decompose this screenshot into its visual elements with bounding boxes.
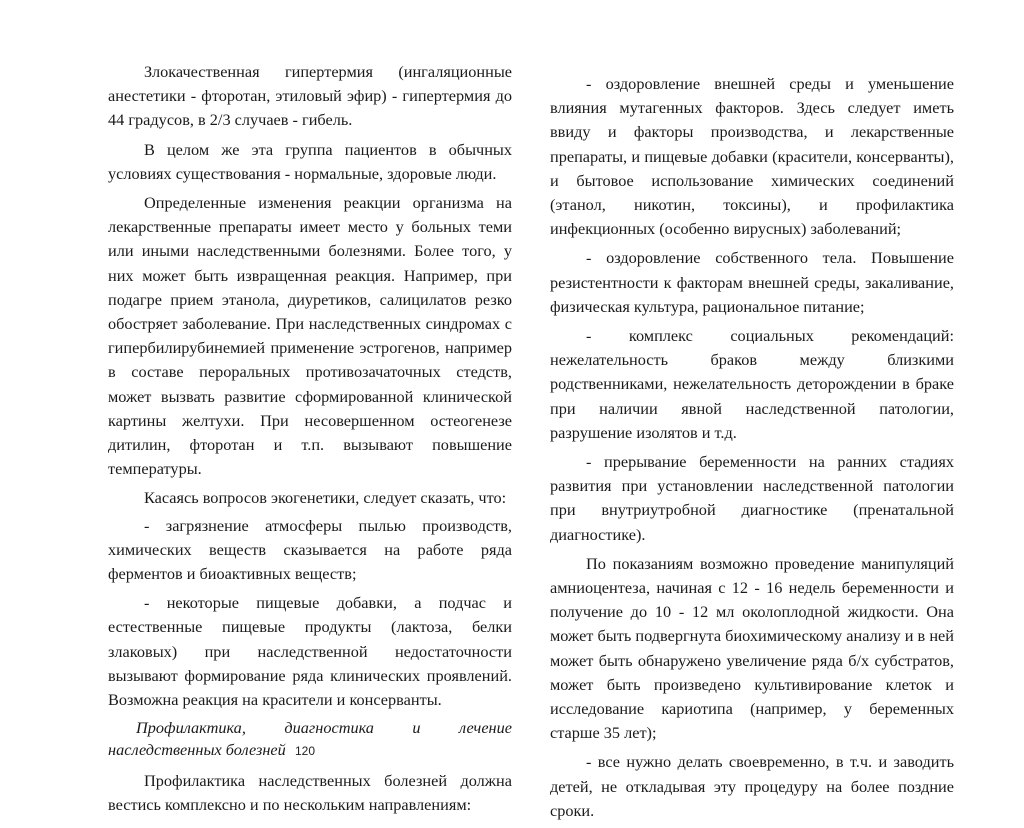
list-item: - оздоровление собственного тела. Повышение резистентности к факторам внешней среды, закаливание, физическая культура, рациональное питание; bbox=[550, 248, 954, 316]
list-item: - некоторые пищевые добавки, а подчас и естественные пищевые продукты (лактоза, белки злаковых) при наследственной недостаточности вызывают формирование ряда клинических проявлений. Возможна реакция на красители и консерванты. bbox=[108, 593, 512, 710]
paragraph: Определенные изменения реакции организма на лекарственные препараты имеет место у больных теми или иными наследственными болезнями. Более того, у них может быть извращенная реакция. Например, при подагре прием этанола, диуретиков, салицилатов резко обостряет заболевание. При наследственных синдромах с гипербилирубинемией применение эстрогенов, например в составе пероральных противозачаточных стедств, может вызвать развитие сформированной клинической картины желтухи. При несовершенном остеогенезе дитилин, фторотан и т.п. вызывают повышение температуры. bbox=[108, 193, 512, 479]
paragraph: Профилактика наследственных болезней должна вестись комплексно и по нескольким направлениям: bbox=[108, 771, 512, 815]
section-heading: Профилактика, диагностика и лечение наследственных болезней bbox=[108, 718, 512, 760]
paragraph: По показаниям возможно проведение манипуляций амниоцентеза, начиная с 12 - 16 недель беременности и получение до 10 - 12 мл околоплодной жидкости. Она может быть подвергнута биохимическому анализу и в ней может быть обнаружено увеличение ряда б/х субстратов, может быть произведено культивирование клеток и исследование кариотипа (например, у беременных старше 35 лет); bbox=[550, 553, 954, 743]
page-number: 120 bbox=[294, 744, 316, 758]
paragraph: В целом же эта группа пациентов в обычных условиях существования - нормальные, здоровые люди. bbox=[108, 139, 512, 183]
list-item: - все нужно делать своевременно, в т.ч. и заводить детей, не откладывая эту процедуру на более поздние сроки. bbox=[550, 752, 954, 820]
paragraph: Касаясь вопросов экогенетики, следует сказать, что: bbox=[144, 488, 507, 508]
right-page bbox=[550, 72, 954, 828]
list-item: - прерывание беременности на ранних стадиях развития при установлении наследственной патологии при внутриутробной диагностике (пренатальной диагностике). bbox=[550, 452, 954, 544]
paragraph: Злокачественная гипертермия (ингаляционные анестетики - фторотан, этиловый эфир) - гипертермия до 44 градусов, в 2/3 случаев - гибель. bbox=[108, 62, 512, 130]
list-item: - загрязнение атмосферы пылью производств, химических веществ сказывается на работе ряда ферментов и биоактивных веществ; bbox=[108, 515, 512, 584]
left-page bbox=[108, 60, 512, 823]
list-item: - комплекс социальных рекомендаций: нежелательность браков между близкими родственниками, нежелательность деторождении в браке при наличии явной наследственной патологии, разрушение изолятов и т.д. bbox=[550, 326, 954, 442]
list-item: - оздоровление внешней среды и уменьшение влияния мутагенных факторов. Здесь следует иметь ввиду и факторы производства, и лекарственные препараты, и пищевые добавки (красители, консерванты), и бытовое использование химических соединений (этанол, никотин, токсины), и профилактика инфекционных (особенно вирусных) заболеваний; bbox=[550, 74, 954, 239]
